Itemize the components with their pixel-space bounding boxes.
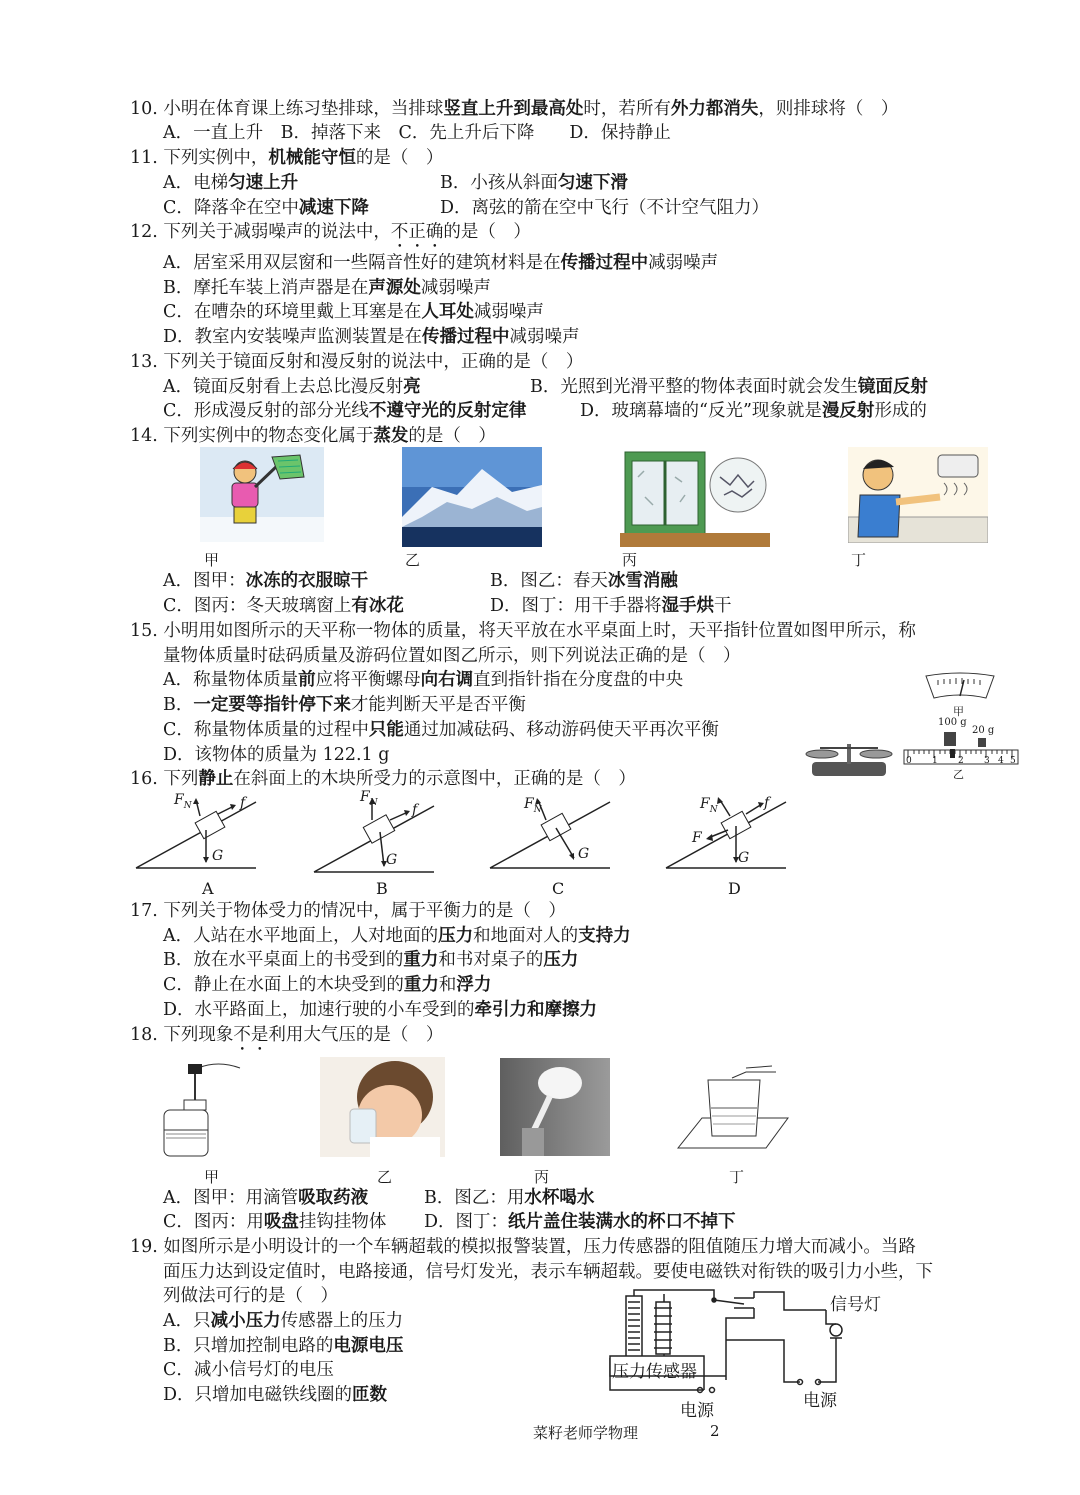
q14-stem: 14. 下列实例中的物态变化属于蒸发的是（ ） bbox=[130, 426, 496, 446]
q13-stem: 13. 下列关于镜面反射和漫反射的说法中，正确的是（ ） bbox=[130, 352, 584, 372]
q15-option-c: C．称量物体质量的过程中只能通过加减砝码、移动游码使天平再次平衡 bbox=[163, 720, 719, 740]
q14-option-c: C．图丙：冬天玻璃窗上有冰花 bbox=[163, 596, 404, 616]
q11-option-d: D．离弦的箭在空中飞行（不计空气阻力） bbox=[440, 198, 770, 218]
q16-label-a: A bbox=[202, 879, 214, 898]
q14-option-a: A．图甲：冰冻的衣服晾干 bbox=[163, 571, 369, 591]
q16-d-f-label: f bbox=[764, 795, 770, 811]
q14-caption-jia: 甲 bbox=[204, 551, 220, 569]
q12-option-d: D．教室内安装噪声监测装置是在传播过程中减弱噪声 bbox=[163, 327, 580, 347]
q18-option-b: B．图乙：用水杯喝水 bbox=[424, 1188, 595, 1208]
q16-b-f-label: f bbox=[412, 802, 418, 818]
q10-stem: 10. 小明在体育课上练习垫排球，当排球竖直上升到最高处时，若所有外力都消失，则排球将（ ） bbox=[130, 99, 899, 119]
scale-label: 0 bbox=[906, 756, 912, 766]
q19-option-b: B．只增加控制电路的电源电压 bbox=[163, 1336, 404, 1356]
q14-caption-ding: 丁 bbox=[851, 551, 867, 569]
q16-a-g-label: G bbox=[212, 848, 224, 864]
q16-diagram-b bbox=[308, 790, 448, 874]
q16-diagram-c bbox=[484, 790, 624, 874]
q14-image-frozen-clothes bbox=[200, 447, 324, 542]
q16-stem: 16. 下列静止在斜面上的木块所受力的示意图中，正确的是（ ） bbox=[130, 769, 636, 789]
scale-label: 4 bbox=[998, 756, 1004, 766]
q14-option-d: D．图丁：用干手器将湿手烘干 bbox=[490, 596, 732, 616]
q16-d-F-label: F bbox=[692, 830, 702, 846]
q12-option-b: B．摩托车装上消声器是在声源处减弱噪声 bbox=[163, 278, 491, 298]
q13-option-a: A．镜面反射看上去总比漫反射亮 bbox=[163, 377, 421, 397]
q13-option-c: C．形成漫反射的部分光线不遵守光的反射定律 bbox=[163, 401, 527, 421]
q13-option-d: D．玻璃幕墙的“反光”现象就是漫反射形成的 bbox=[580, 401, 927, 421]
scale-label: 3 bbox=[984, 756, 990, 766]
q19-line2: 面压力达到设定值时，电路接通，信号灯发光，表示车辆超载。要使电磁铁对衔铁的吸引力小些，下 bbox=[163, 1262, 933, 1282]
q16-label-b: B bbox=[376, 879, 388, 898]
q16-b-fn-label: $F_N$ bbox=[360, 789, 378, 808]
footer-page-number: 2 bbox=[710, 1422, 720, 1440]
q16-diagram-d bbox=[660, 790, 800, 874]
q14-image-ice-window bbox=[620, 447, 770, 547]
q19-option-c: C．减小信号灯的电压 bbox=[163, 1360, 334, 1380]
q17-option-c: C．静止在水面上的木块受到的重力和浮力 bbox=[163, 975, 492, 995]
q19-option-a: A．只减小压力传感器上的压力 bbox=[163, 1311, 404, 1331]
q15-line2: 量物体质量时砝码质量及游码位置如图乙所示，则下列说法正确的是（ ） bbox=[163, 646, 741, 666]
q19-circuit-diagram bbox=[604, 1286, 860, 1402]
q16-c-g-label: G bbox=[578, 846, 590, 862]
q17-option-b: B．放在水平桌面上的书受到的重力和书对桌子的压力 bbox=[163, 950, 579, 970]
q17-option-a: A．人站在水平地面上，人对地面的压力和地面对人的支持力 bbox=[163, 926, 631, 946]
scale-label: 2 bbox=[958, 756, 964, 766]
q19-power-label-2: 电源 bbox=[803, 1391, 837, 1411]
q15-option-a: A．称量物体质量前应将平衡螺母向右调直到指针指在分度盘的中央 bbox=[163, 670, 684, 690]
q10-options: A．一直上升 B．掉落下来 C．先上升后下降 D．保持静止 bbox=[163, 123, 671, 143]
scale-label: 5 bbox=[1010, 756, 1016, 766]
q15-weights-figure bbox=[940, 730, 990, 748]
q18-option-c: C．图丙：用吸盘挂钩挂物体 bbox=[163, 1212, 387, 1232]
q18-image-child-drinking bbox=[320, 1057, 445, 1157]
q15-caption-jia: 甲 bbox=[953, 705, 964, 718]
q15-balance-figure bbox=[800, 736, 898, 780]
q15-pointer-dial-figure bbox=[924, 672, 996, 702]
q14-caption-yi: 乙 bbox=[405, 551, 421, 569]
q18-caption-yi: 乙 bbox=[377, 1168, 393, 1186]
q11-option-c: C．降落伞在空中减速下降 bbox=[163, 198, 369, 218]
q18-caption-jia: 甲 bbox=[204, 1168, 220, 1186]
q12-option-a: A．居室采用双层窗和一些隔音性好的建筑材料是在传播过程中减弱噪声 bbox=[163, 253, 719, 273]
q17-option-d: D．水平路面上，加速行驶的小车受到的牵引力和摩擦力 bbox=[163, 1000, 598, 1020]
q15-option-d: D．该物体的质量为 122.1 g bbox=[163, 745, 390, 765]
q16-diagram-a bbox=[130, 790, 270, 874]
q16-c-fn-label: $F_N$ bbox=[524, 796, 542, 815]
q15-weight-20g: 20 g bbox=[972, 725, 995, 736]
q13-option-b: B．光照到光滑平整的物体表面时就会发生镜面反射 bbox=[530, 377, 928, 397]
q15-caption-yi: 乙 bbox=[953, 768, 964, 781]
q18-image-paper-cup bbox=[676, 1064, 790, 1154]
q16-label-c: C bbox=[552, 879, 565, 898]
q14-caption-bing: 丙 bbox=[622, 551, 638, 569]
q11-option-b: B．小孩从斜面匀速下滑 bbox=[440, 173, 628, 193]
q16-d-fn-label: $F_N$ bbox=[700, 796, 718, 815]
q19-power-label-1: 电源 bbox=[680, 1401, 714, 1421]
q18-caption-bing: 丙 bbox=[534, 1168, 550, 1186]
q12-stem: 12. 下列关于减弱噪声的说法中，不正确的是（ ） bbox=[130, 222, 531, 242]
q14-image-hand-dryer bbox=[848, 447, 988, 543]
q14-image-snow-mountain bbox=[402, 447, 542, 547]
q19-line1: 19. 如图所示是小明设计的一个车辆超载的模拟报警装置，压力传感器的阻值随压力增大而减小。当路 bbox=[130, 1237, 916, 1257]
q18-option-d: D．图丁：纸片盖住装满水的杯口不掉下 bbox=[424, 1212, 736, 1232]
q18-image-suction-cup bbox=[500, 1058, 610, 1156]
q18-image-dropper bbox=[158, 1058, 244, 1160]
q15-option-b: B．一定要等指针停下来才能判断天平是否平衡 bbox=[163, 695, 526, 715]
q15-weight-100g: 100 g bbox=[938, 717, 967, 728]
q17-stem: 17. 下列关于物体受力的情况中，属于平衡力的是（ ） bbox=[130, 901, 566, 921]
scale-label: 1 bbox=[932, 756, 938, 766]
q14-option-b: B．图乙：春天冰雪消融 bbox=[490, 571, 678, 591]
q19-line3: 列做法可行的是（ ） bbox=[163, 1286, 338, 1306]
q19-option-d: D．只增加电磁铁线圈的匝数 bbox=[163, 1385, 388, 1405]
footer-author: 菜籽老师学物理 bbox=[533, 1424, 639, 1442]
q18-option-a: A．图甲：用滴管吸取药液 bbox=[163, 1188, 369, 1208]
q15-line1: 15. 小明用如图所示的天平称一物体的质量，将天平放在水平桌面上时，天平指针位置如图甲所示，称 bbox=[130, 621, 916, 641]
q16-label-d: D bbox=[728, 879, 741, 898]
q11-option-a: A．电梯匀速上升 bbox=[163, 173, 299, 193]
q19-lamp-label: 信号灯 bbox=[830, 1295, 881, 1315]
q19-sensor-label: 压力传感器 bbox=[612, 1362, 697, 1382]
q18-caption-ding: 丁 bbox=[729, 1168, 745, 1186]
q16-b-g-label: G bbox=[386, 852, 398, 868]
q16-a-fn-label: $F_N$ bbox=[174, 792, 192, 811]
q18-stem: 18. 下列现象不是利用大气压的是（ ） bbox=[130, 1025, 444, 1045]
q16-d-g-label: G bbox=[738, 850, 750, 866]
q12-option-c: C．在嘈杂的环境里戴上耳塞是在人耳处减弱噪声 bbox=[163, 302, 544, 322]
q11-stem: 11. 下列实例中，机械能守恒的是（ ） bbox=[130, 148, 444, 168]
q16-a-f-label: f bbox=[240, 795, 246, 811]
